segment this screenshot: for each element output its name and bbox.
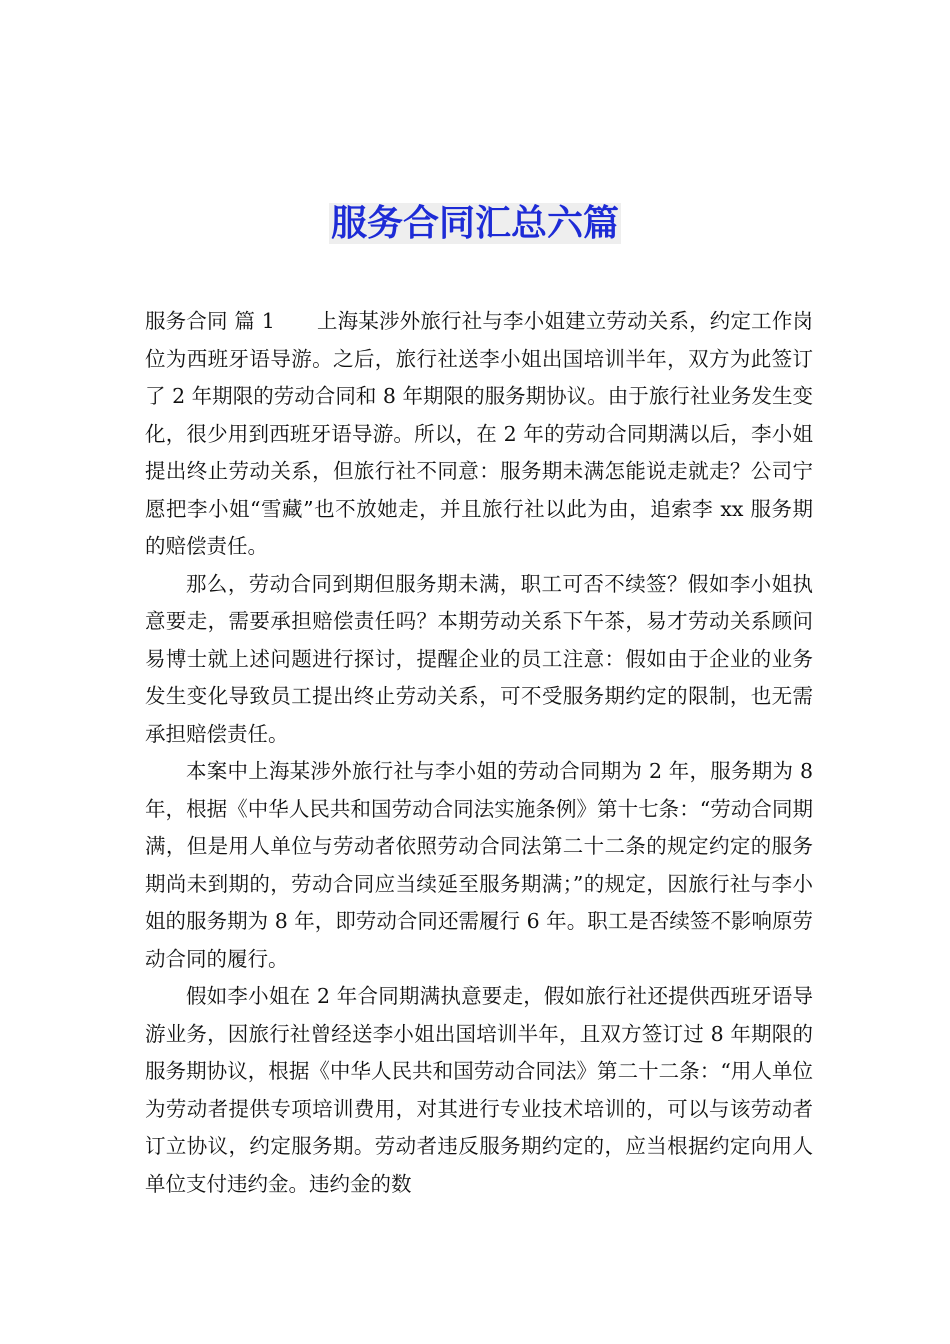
document-title-text: 服务合同汇总六篇	[330, 203, 619, 245]
document-title	[0, 200, 950, 248]
section-label: 服务合同 篇 1	[145, 309, 275, 333]
paragraph-3: 本案中上海某涉外旅行社与李小姐的劳动合同期为 2 年，服务期为 8 年，根据《中华人民共和国劳动合同法实施条例》第十七条：“劳动合同期满，但是用人单位与劳动者依照劳动合同法第二十二条的规定约定的服务期尚未到期的，劳动合同应当续延至服务期满；”的规定，因旅行社与李小姐的服务期为 8 年，即劳动合同还需履行 6 年。职工是否续签不影响原劳动合同的履行。	[145, 759, 813, 971]
paragraph-2: 那么，劳动合同到期但服务期未满，职工可否不续签？假如李小姐执意要走，需要承担赔偿责任吗？本期劳动关系下午茶，易才劳动关系顾问易博士就上述问题进行探讨，提醒企业的员工注意：假如由于企业的业务发生变化导致员工提出终止劳动关系，可不受服务期约定的限制，也无需承担赔偿责任。	[145, 571, 813, 746]
paragraph-1-text: 上海某涉外旅行社与李小姐建立劳动关系，约定工作岗位为西班牙语导游。之后，旅行社送李小姐出国培训半年，双方为此签订了 2 年期限的劳动合同和 8 年期限的服务期协议。由于旅行社业务发生变化，很少用到西班牙语导游。所以，在 2 年的劳动合同期满以后，李小姐提出终止劳动关系，但旅行社不同意：服务期未满怎能说走就走？公司宁愿把李小姐“雪藏”也不放她走，并且旅行社以此为由，追索李 xx 服务期的赔偿责任。	[145, 309, 814, 558]
paragraph-4: 假如李小姐在 2 年合同期满执意要走，假如旅行社还提供西班牙语导游业务，因旅行社曾经送李小姐出国培训半年，且双方签订过 8 年期限的服务期协议，根据《中华人民共和国劳动合同法》第二十二条：“用人单位为劳动者提供专项培训费用，对其进行专业技术培训的，可以与该劳动者订立协议，约定服务期。劳动者违反服务期约定的，应当根据约定向用人单位支付违约金。违约金的数	[145, 984, 813, 1196]
paragraph-1	[145, 303, 813, 566]
document-body	[145, 303, 813, 1203]
